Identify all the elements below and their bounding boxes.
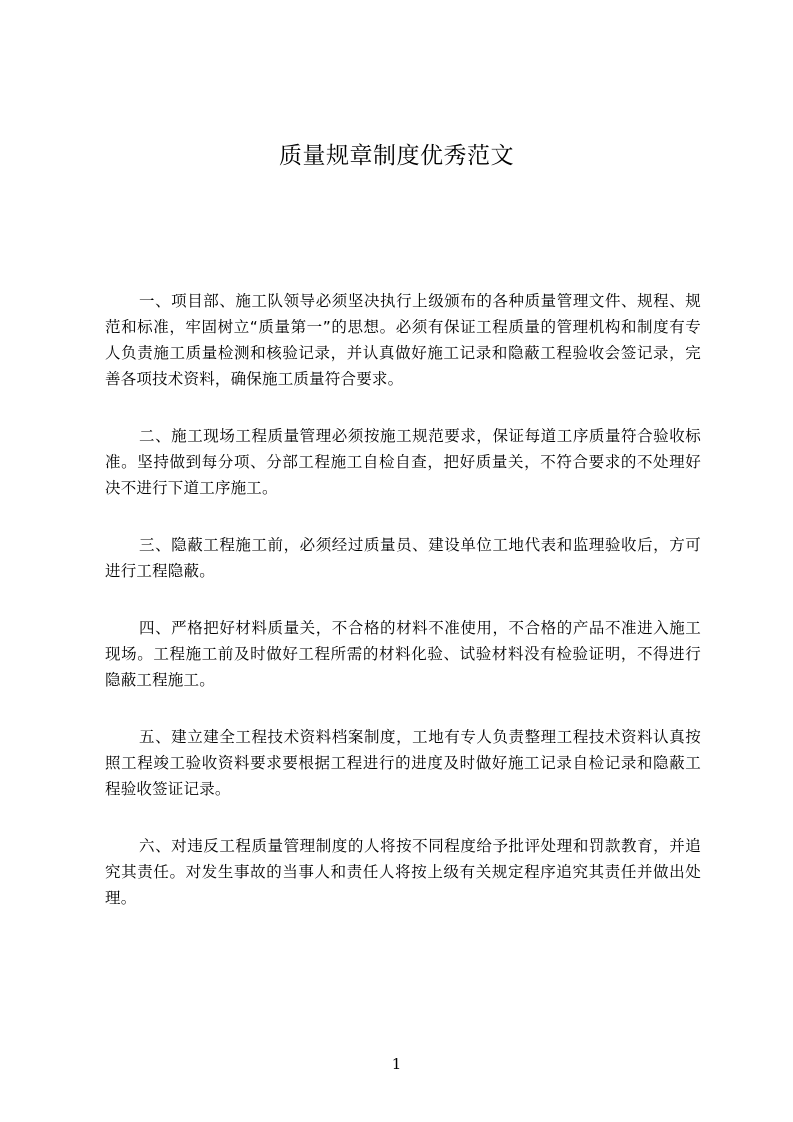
paragraph-5: 五、建立建全工程技术资料档案制度，工地有专人负责整理工程技术资料认真按照工程竣工验收资料要求要根据工程进行的进度及时做好施工记录自检记录和隐蔽工程验收签证记录。 <box>105 728 701 798</box>
paragraph-4: 四、严格把好材料质量关，不合格的材料不准使用，不合格的产品不准进入施工现场。工程施工前及时做好工程所需的材料化验、试验材料没有检验证明，不得进行隐蔽工程施工。 <box>105 619 701 689</box>
paragraph-6: 六、对违反工程质量管理制度的人将按不同程度给予批评处理和罚款教育，并追究其责任。对发生事故的当事人和责任人将按上级有关规定程序追究其责任并做出处理。 <box>105 837 701 907</box>
paragraph-1: 一、项目部、施工队领导必须坚决执行上级颁布的各种质量管理文件、规程、规范和标准，牢固树立“质量第一”的思想。必须有保证工程质量的管理机构和制度有专人负责施工质量检测和核验记录，并认真做好施工记录和隐蔽工程验收会签记录，完善各项技术资料，确保施工质量符合要求。 <box>105 292 701 388</box>
document-body <box>105 288 701 942</box>
paragraph-2: 二、施工现场工程质量管理必须按施工规范要求，保证每道工序质量符合验收标准。坚持做到每分项、分部工程施工自检自查，把好质量关，不符合要求的不处理好决不进行下道工序施工。 <box>105 427 701 497</box>
document-title: 质量规章制度优秀范文 <box>279 143 514 169</box>
page-number: 1 <box>391 1055 402 1073</box>
paragraph-3: 三、隐蔽工程施工前，必须经过质量员、建设单位工地代表和监理验收后，方可进行工程隐蔽。 <box>105 536 701 580</box>
